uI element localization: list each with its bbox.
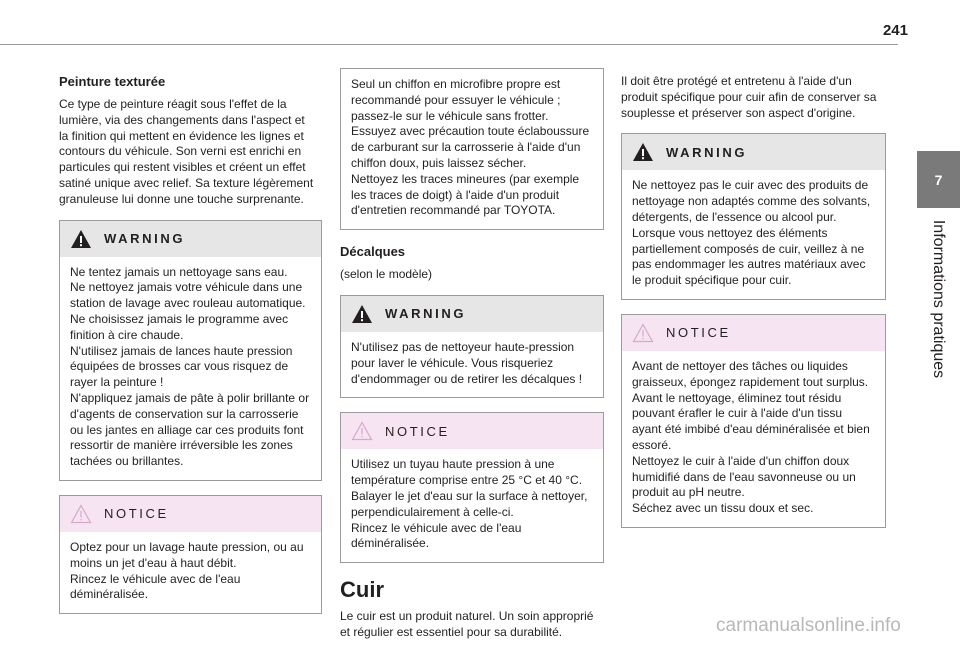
section-heading-decals: Décalques xyxy=(340,244,406,260)
warning-header xyxy=(622,134,885,170)
notice-header xyxy=(341,413,603,449)
watermark: carmanualsonline.info xyxy=(716,615,901,636)
notice-triangle-icon xyxy=(632,323,654,343)
warning-header xyxy=(60,221,321,257)
warning-label: WARNING xyxy=(385,306,467,322)
warning-triangle-icon xyxy=(351,304,373,324)
decals-subtitle: (selon le modèle) xyxy=(340,267,433,282)
paragraph-texture: Ce type de peinture réagit sous l'effet de la lumière, via des changements dans l'aspect et la finition qui mettent en évidence les lignes et contours du véhicule. Son verni est enrichi en particules qui restent visibles et créent un effet satiné unique avec relief. Sa texture légèrement granuleuse lui donne une touche surprenante. xyxy=(59,97,314,206)
column-1 xyxy=(59,60,322,628)
notice-text: Utilisez un tuyau haute pression à une température comprise entre 25 °C et 40 °C. Balayer le jet d'eau sur la surface à nettoyer, perpendiculairement à celle-ci. Rincez le véhicule avec de l'eau déminéralisée. xyxy=(351,457,588,551)
leather-intro: Le cuir est un produit naturel. Un soin approprié et régulier est essentiel pour sa durabilité. xyxy=(340,609,594,639)
notice-triangle-icon xyxy=(70,504,92,524)
warning-label: WARNING xyxy=(104,231,186,247)
warning-header xyxy=(341,296,603,332)
notice-box xyxy=(621,314,886,528)
notice-text: Avant de nettoyer des tâches ou liquides graisseux, épongez rapidement tout surplus. Avant le nettoyage, éliminez tout résidu pouvant érafler le cuir à l'aide d'un tissu ayant été imbibé d'eau déminéralisée et bien essoré. Nettoyez le cuir à l'aide d'un chiffon doux humidifié dans de l'eau savonneuse ou un produit au pH neutre. Séchez avec un tissu doux et sec. xyxy=(632,358,870,516)
warning-label: WARNING xyxy=(666,144,748,160)
header-divider xyxy=(0,44,898,45)
chapter-tab: 7 xyxy=(917,151,960,208)
warning-text: Ne nettoyez pas le cuir avec des produits de nettoyage non adaptés comme des solvants, détergents, de l'essence ou alcool pur. Lorsque vous nettoyez des éléments partiellement composés de cuir, veillez à ne pas endommager les autres matériaux avec le produit spécifique pour cuir. xyxy=(632,178,871,288)
warning-box xyxy=(621,133,886,300)
notice-box xyxy=(59,495,322,614)
notice-text: Optez pour un lavage haute pression, ou au moins un jet d'eau à haut débit. Rincez le véhicule avec de l'eau déminéralisée. xyxy=(70,539,304,602)
warning-text: N'utilisez pas de nettoyeur haute-pression pour laver le véhicule. Vous risqueriez d'endommager ou de retirer les décalques ! xyxy=(351,339,583,386)
chapter-title-text: Informations pratiques xyxy=(930,219,947,379)
info-box-text: Seul un chiffon en microfibre propre est recommandé pour essuyer le véhicule ; passez-le sur le véhicule sans frotter. Essuyez avec précaution toute éclaboussure de carburant sur la carrosserie à l'aide d'un chiffon doux, puis laissez sécher. Nettoyez les traces mineures (par exemple les traces de doigt) à l'aide d'un produit d'entretien recommandé par TOYOTA. xyxy=(351,77,590,218)
notice-header xyxy=(60,496,321,532)
section-title-leather: Cuir xyxy=(340,577,384,603)
leather-paragraph: Il doit être protégé et entretenu à l'aide d'un produit spécifique pour cuir afin de conserver sa souplesse et préserver son aspect d'origine. xyxy=(621,74,877,120)
warning-box xyxy=(59,220,322,481)
info-box xyxy=(340,68,604,230)
section-heading-texture: Peinture texturée xyxy=(59,74,166,89)
notice-header xyxy=(622,315,885,351)
column-2 xyxy=(340,60,604,651)
column-3 xyxy=(621,60,886,542)
warning-box xyxy=(340,295,604,398)
warning-triangle-icon xyxy=(70,229,92,249)
warning-triangle-icon xyxy=(632,142,654,162)
page-number: 241 xyxy=(882,22,908,39)
chapter-title xyxy=(918,214,958,384)
warning-text: Ne tentez jamais un nettoyage sans eau. Ne nettoyez jamais votre véhicule dans une station de lavage avec rouleau automatique. Ne choisissez jamais le programme avec finition à cire chaude. N'utilisez jamais de lances haute pression équipées de brosses car vous risquez de rayer la peinture ! N'appliquez jamais de pâte à polir brillante or d'agents de conservation sur la carrosserie ou les jantes en alliage car ces produits font ressortir de manière irréversible les zones tachées ou brillantes. xyxy=(70,264,310,469)
notice-box xyxy=(340,412,604,563)
notice-label: NOTICE xyxy=(666,325,731,341)
notice-label: NOTICE xyxy=(385,423,450,439)
notice-triangle-icon xyxy=(351,421,373,441)
notice-label: NOTICE xyxy=(104,506,169,522)
